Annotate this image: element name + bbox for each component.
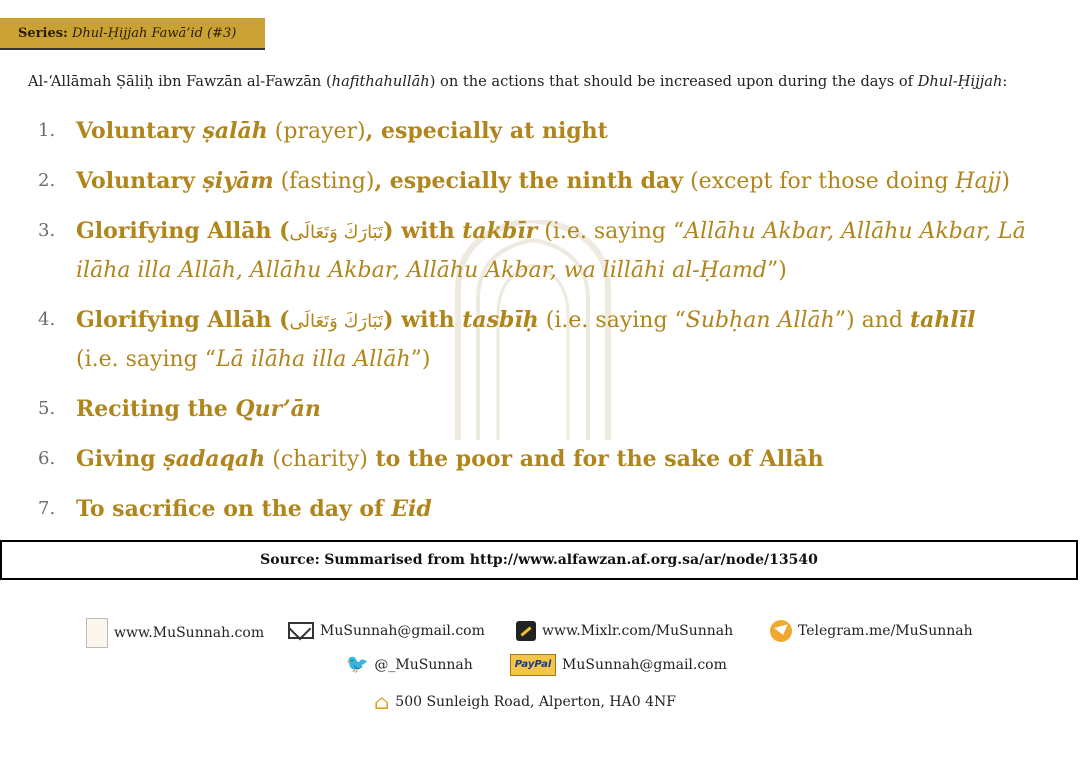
intro-part: Dhul-Ḥijjah	[917, 73, 1003, 90]
item-text: ṣalāh	[202, 118, 268, 144]
item-text: Giving	[76, 446, 164, 472]
item-text: (prayer)	[267, 119, 366, 144]
twitter-bird-icon: 🐦	[346, 654, 369, 675]
item-text: (charity)	[265, 447, 368, 472]
item-text: ”)	[410, 347, 431, 372]
list-item	[38, 390, 1058, 429]
item-number: 3.	[38, 220, 56, 241]
item-text: (except for those doing	[683, 169, 956, 194]
source-label: Source:	[260, 552, 320, 568]
item-text: Qur’ān	[235, 396, 321, 422]
item-text: (fasting)	[273, 169, 375, 194]
intro-part: Al-‘Allāmah Ṣāliḥ ibn Fawzān al-Fawzān (	[28, 73, 332, 90]
paypal-contact[interactable]	[510, 654, 727, 676]
actions-list	[38, 112, 1058, 540]
list-item	[38, 490, 1058, 529]
item-text: to the poor and for the sake of Allāh	[367, 446, 824, 472]
item-number: 1.	[38, 120, 56, 141]
mosque-icon	[86, 618, 108, 648]
mixlr-contact[interactable]	[516, 621, 733, 641]
item-number: 2.	[38, 170, 56, 191]
paypal-icon: PayPal	[510, 654, 556, 676]
source-link[interactable]: Summarised from http://www.alfawzan.af.org.sa/ar/node/13540	[324, 552, 818, 568]
item-text: takbīr	[462, 218, 538, 244]
item-text: ”) and	[834, 308, 910, 333]
item-text: Voluntary	[76, 168, 203, 194]
item-text: ) with	[383, 218, 463, 244]
intro-part: ) on the actions that should be increased upon during the days of	[429, 73, 918, 90]
arabic-phrase: تَبَارَكَ وَتَعَالَى	[289, 311, 384, 332]
item-text: (i.e. saying “	[538, 308, 686, 333]
paypal-link[interactable]: MuSunnah@gmail.com	[562, 657, 727, 673]
item-text: Eid	[391, 496, 432, 522]
item-text: )	[1001, 169, 1010, 194]
item-number: 7.	[38, 498, 56, 519]
house-icon: ⌂	[374, 690, 390, 714]
item-text: Subḥan Allāh	[685, 308, 835, 333]
item-text: , especially at night	[365, 118, 608, 144]
envelope-icon	[288, 622, 314, 639]
website-contact[interactable]	[86, 618, 264, 648]
arabic-phrase: تَبَارَكَ وَتَعَالَى	[289, 222, 384, 243]
intro-part: hafithahullāh	[331, 73, 430, 90]
item-number: 4.	[38, 309, 56, 330]
series-label: Series:	[18, 26, 68, 41]
item-text: ) with	[383, 307, 463, 333]
item-number: 5.	[38, 398, 56, 419]
item-text: Reciting the	[76, 396, 236, 422]
item-text: tasbīḥ	[462, 307, 539, 333]
telegram-icon	[770, 620, 792, 642]
item-text: ṣadaqah	[163, 446, 266, 472]
item-text: To sacrifice on the day of	[76, 496, 392, 522]
list-item	[38, 162, 1058, 201]
item-text: ṣiyām	[202, 168, 274, 194]
item-text: Ḥajj	[955, 169, 1002, 194]
email-contact[interactable]	[288, 622, 485, 639]
item-text: Lā ilāha illa Allāh	[215, 347, 411, 372]
mixlr-link[interactable]: www.Mixlr.com/MuSunnah	[542, 623, 734, 639]
item-text: Voluntary	[76, 118, 203, 144]
item-text: Glorifying Allāh (	[76, 307, 290, 333]
telegram-contact[interactable]	[770, 620, 973, 642]
intro-text	[28, 70, 1073, 94]
address-contact	[374, 690, 676, 714]
list-item	[38, 212, 1058, 290]
list-item	[38, 112, 1058, 151]
list-item	[38, 301, 1058, 379]
item-number: 6.	[38, 448, 56, 469]
item-text: ”)	[766, 258, 787, 283]
intro-part: :	[1002, 73, 1008, 90]
item-text: Allāhu Akbar, Allāhu Akbar, Lā ilāha illa Allāh, Allāhu Akbar, Allāhu Akbar, wa lillāhi al-Ḥamd	[76, 219, 1026, 283]
twitter-link[interactable]: @_MuSunnah	[374, 656, 473, 673]
telegram-link[interactable]: Telegram.me/MuSunnah	[798, 623, 973, 639]
source-box	[0, 540, 1078, 580]
website-link[interactable]: www.MuSunnah.com	[114, 625, 265, 641]
email-link[interactable]: MuSunnah@gmail.com	[320, 622, 485, 639]
series-tab	[0, 18, 265, 50]
item-text: (i.e. saying “	[76, 347, 216, 372]
item-text: tahlīl	[909, 307, 976, 333]
list-item	[38, 440, 1058, 479]
item-text: (i.e. saying “	[537, 219, 685, 244]
item-text: , especially the ninth day	[374, 168, 684, 194]
mixlr-icon	[516, 621, 536, 641]
address-text: 500 Sunleigh Road, Alperton, HA0 4NF	[395, 694, 676, 710]
item-text: Glorifying Allāh (	[76, 218, 290, 244]
twitter-contact[interactable]	[346, 654, 473, 675]
series-title: Dhul-Ḥijjah Fawā’id (#3)	[71, 26, 237, 41]
